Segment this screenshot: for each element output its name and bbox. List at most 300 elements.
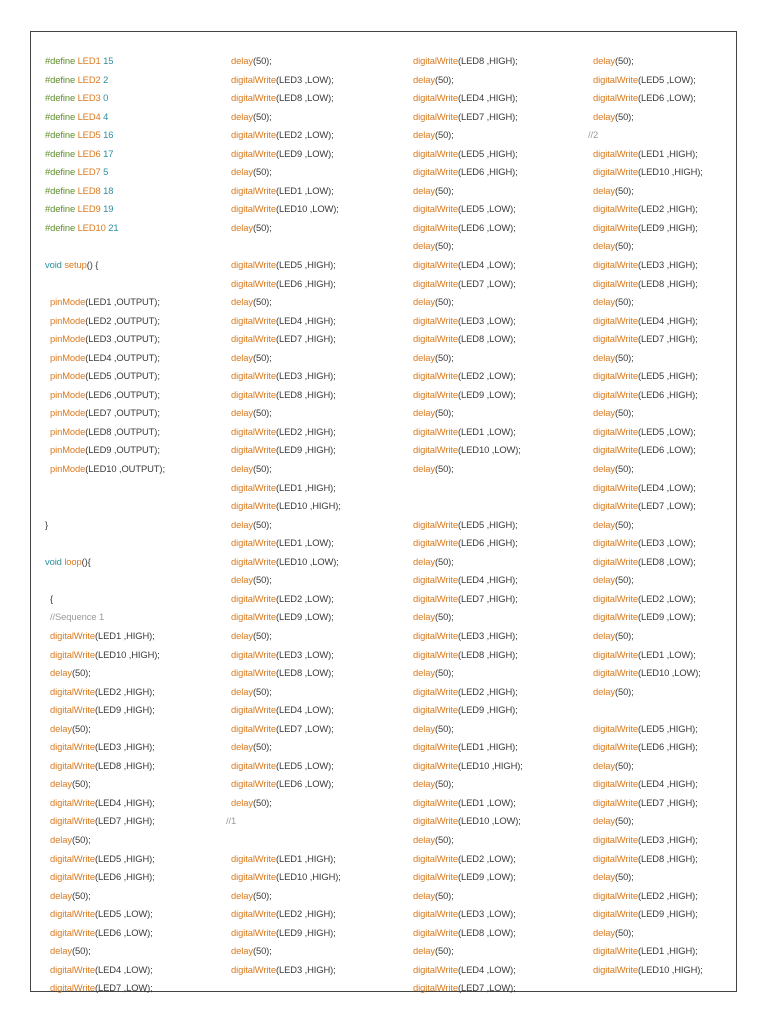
code-token: (LED1 ,LOW);	[638, 648, 696, 660]
code-token: (50);	[614, 518, 634, 530]
code-token: (LED4 ,HIGH);	[638, 314, 698, 326]
code-token: (LED1 ,LOW);	[276, 537, 334, 549]
code-token: (LED2 ,OUTPUT);	[85, 314, 160, 326]
code-token: LED5	[75, 129, 104, 141]
code-token: (50);	[252, 166, 272, 178]
code-token: digitalWrite	[50, 629, 96, 641]
code-line	[226, 163, 341, 182]
code-token: digitalWrite	[50, 908, 96, 920]
code-line	[588, 646, 703, 665]
code-token: digitalWrite	[231, 871, 277, 883]
code-line	[408, 256, 523, 275]
code-token: (LED9 ,LOW);	[276, 611, 334, 623]
code-line	[408, 312, 523, 331]
code-line	[588, 627, 703, 646]
code-line	[408, 219, 523, 238]
code-line	[408, 534, 523, 553]
code-token: (LED5 ,HIGH);	[95, 852, 155, 864]
code-token: digitalWrite	[413, 166, 459, 178]
code-token: (50);	[614, 815, 634, 827]
code-token: (50);	[614, 296, 634, 308]
code-token: (LED3 ,HIGH);	[95, 741, 155, 753]
code-line	[588, 182, 703, 201]
code-line	[226, 145, 341, 164]
code-token: 16	[103, 129, 114, 141]
code-token: (LED7 ,HIGH);	[638, 796, 698, 808]
code-token: digitalWrite	[231, 704, 277, 716]
code-token: (LED6 ,LOW);	[458, 221, 516, 233]
code-line	[45, 71, 165, 90]
code-line	[45, 720, 165, 739]
code-token: digitalWrite	[593, 722, 639, 734]
code-token: (LED2 ,HIGH);	[638, 889, 698, 901]
code-line	[45, 627, 165, 646]
code-line	[45, 441, 165, 460]
code-token: digitalWrite	[413, 982, 459, 994]
code-token: (50);	[252, 945, 272, 957]
code-token: (LED6 ,HIGH);	[458, 166, 518, 178]
code-token: (LED8 ,HIGH);	[458, 55, 518, 66]
code-token: (LED3 ,LOW);	[458, 908, 516, 920]
code-line	[45, 89, 165, 108]
code-line	[588, 237, 703, 256]
code-token: digitalWrite	[593, 481, 639, 493]
code-token: }	[45, 518, 49, 530]
code-token: digitalWrite	[50, 648, 96, 660]
code-token: (LED8 ,LOW);	[458, 926, 516, 938]
code-token: #define	[45, 110, 76, 122]
code-line	[408, 979, 523, 998]
code-token: digitalWrite	[413, 908, 459, 920]
code-line	[408, 720, 523, 739]
code-token: (LED1 ,LOW);	[276, 184, 334, 196]
code-line	[226, 720, 341, 739]
code-token: delay	[413, 555, 435, 567]
code-token: #define	[45, 129, 76, 141]
code-token: (50);	[434, 129, 454, 141]
code-line	[45, 200, 165, 219]
code-token: digitalWrite	[231, 370, 277, 382]
code-token: (50);	[614, 759, 634, 771]
code-token: (50);	[252, 296, 272, 308]
code-token: delay	[413, 296, 435, 308]
code-line	[588, 200, 703, 219]
code-token: LED6	[75, 147, 104, 159]
code-line	[226, 646, 341, 665]
code-token: delay	[231, 55, 253, 66]
code-line	[45, 590, 165, 609]
code-token: digitalWrite	[593, 963, 639, 975]
code-token: digitalWrite	[231, 129, 277, 141]
code-line	[226, 924, 341, 943]
code-token: digitalWrite	[231, 778, 277, 790]
code-token: (LED7 ,LOW);	[638, 500, 696, 512]
code-line	[408, 961, 523, 980]
code-line	[408, 553, 523, 572]
code-token: (LED8 ,OUTPUT);	[85, 425, 160, 437]
code-token: void	[45, 555, 65, 567]
code-line	[588, 664, 703, 683]
code-line	[588, 367, 703, 386]
code-token: delay	[231, 685, 253, 697]
code-line	[408, 924, 523, 943]
code-line	[408, 905, 523, 924]
code-line	[408, 404, 523, 423]
code-token: (50);	[614, 184, 634, 196]
code-line	[45, 738, 165, 757]
code-token: delay	[593, 685, 615, 697]
code-token: digitalWrite	[593, 500, 639, 512]
code-token: delay	[231, 110, 253, 122]
code-token: digitalWrite	[593, 796, 639, 808]
code-token: (LED9 ,HIGH);	[95, 704, 155, 716]
code-token: (LED7 ,HIGH);	[276, 333, 336, 345]
code-line	[408, 275, 523, 294]
code-token: (50);	[252, 741, 272, 753]
code-line	[45, 404, 165, 423]
code-token: delay	[593, 351, 615, 363]
code-token: (LED10 ,LOW);	[638, 667, 701, 679]
code-token: digitalWrite	[413, 537, 459, 549]
code-line	[408, 701, 523, 720]
code-token: (LED10 ,OUTPUT);	[85, 463, 165, 475]
code-line	[226, 460, 341, 479]
code-token: digitalWrite	[231, 425, 277, 437]
code-line	[226, 701, 341, 720]
code-token: LED4	[75, 110, 104, 122]
code-line	[226, 71, 341, 90]
code-token: pinMode	[50, 463, 86, 475]
code-line	[588, 404, 703, 423]
code-token: digitalWrite	[593, 92, 639, 104]
code-token: digitalWrite	[413, 518, 459, 530]
code-token: (LED4 ,HIGH);	[95, 796, 155, 808]
code-token: digitalWrite	[593, 314, 639, 326]
code-token: delay	[593, 871, 615, 883]
code-token: digitalWrite	[50, 871, 96, 883]
code-line	[226, 812, 341, 831]
code-line	[226, 441, 341, 460]
code-token: (LED7 ,OUTPUT);	[85, 407, 160, 419]
code-line	[408, 386, 523, 405]
code-line	[588, 868, 703, 887]
code-token: (LED7 ,LOW);	[95, 982, 153, 994]
code-line	[408, 126, 523, 145]
code-token: digitalWrite	[413, 852, 459, 864]
code-token: (50);	[252, 55, 272, 66]
code-token: digitalWrite	[50, 704, 96, 716]
code-token: digitalWrite	[413, 333, 459, 345]
code-line	[408, 497, 523, 516]
code-line	[45, 367, 165, 386]
code-line	[588, 516, 703, 535]
code-token: (LED9 ,HIGH);	[458, 704, 518, 716]
code-token: digitalWrite	[231, 481, 277, 493]
code-token: digitalWrite	[413, 221, 459, 233]
code-token: pinMode	[50, 296, 86, 308]
code-token: (50);	[434, 945, 454, 957]
code-line	[588, 312, 703, 331]
code-token: (50);	[252, 889, 272, 901]
code-token: (LED10 ,LOW);	[276, 203, 339, 215]
code-token: digitalWrite	[413, 741, 459, 753]
code-token: digitalWrite	[593, 147, 639, 159]
code-token: 17	[103, 147, 114, 159]
code-line	[226, 237, 341, 256]
code-token: LED2	[75, 73, 104, 85]
code-token: digitalWrite	[593, 444, 639, 456]
code-line	[408, 163, 523, 182]
code-token: digitalWrite	[231, 184, 277, 196]
code-token: delay	[593, 759, 615, 771]
code-line	[588, 479, 703, 498]
code-line	[226, 367, 341, 386]
code-line	[226, 256, 341, 275]
code-line	[45, 423, 165, 442]
code-token: (50);	[614, 55, 634, 66]
code-line	[45, 868, 165, 887]
code-token: digitalWrite	[50, 982, 96, 994]
code-token: #define	[45, 166, 76, 178]
code-line	[226, 553, 341, 572]
code-token: digitalWrite	[413, 444, 459, 456]
code-token: (LED1 ,LOW);	[458, 796, 516, 808]
code-token: loop	[64, 555, 82, 567]
code-token: digitalWrite	[413, 685, 459, 697]
code-token: (50);	[71, 778, 91, 790]
code-token: digitalWrite	[593, 277, 639, 289]
code-line	[45, 924, 165, 943]
code-token: digitalWrite	[231, 333, 277, 345]
code-token: (50);	[252, 796, 272, 808]
code-token: digitalWrite	[50, 741, 96, 753]
code-token: digitalWrite	[593, 833, 639, 845]
code-token: (LED7 ,HIGH);	[458, 110, 518, 122]
code-token: digitalWrite	[231, 667, 277, 679]
code-token: delay	[231, 296, 253, 308]
code-token: 18	[103, 184, 114, 196]
code-token: (50);	[434, 73, 454, 85]
code-token: digitalWrite	[231, 852, 277, 864]
code-line	[45, 237, 165, 256]
code-token: delay	[413, 351, 435, 363]
code-line	[226, 664, 341, 683]
code-token: digitalWrite	[231, 314, 277, 326]
code-token: (LED8 ,LOW);	[638, 555, 696, 567]
code-token: LED7	[75, 166, 104, 178]
code-token: digitalWrite	[593, 259, 639, 271]
code-line	[408, 182, 523, 201]
code-token: (50);	[71, 945, 91, 957]
code-token: (LED4 ,OUTPUT);	[85, 351, 160, 363]
code-token: (LED8 ,HIGH);	[638, 852, 698, 864]
code-column-3	[408, 52, 523, 998]
code-token: delay	[231, 574, 253, 586]
code-token: (LED5 ,LOW);	[458, 203, 516, 215]
code-token: (LED6 ,HIGH);	[95, 871, 155, 883]
code-token: digitalWrite	[413, 110, 459, 122]
code-token: (LED4 ,LOW);	[638, 481, 696, 493]
code-token: (LED8 ,HIGH);	[458, 648, 518, 660]
code-token: digitalWrite	[231, 611, 277, 623]
code-line	[226, 219, 341, 238]
code-token: (LED9 ,HIGH);	[276, 444, 336, 456]
code-token: 4	[103, 110, 109, 122]
code-token: {	[45, 592, 54, 604]
code-token: (50);	[614, 463, 634, 475]
code-line	[226, 868, 341, 887]
code-token: delay	[50, 945, 72, 957]
code-token: (LED2 ,LOW);	[458, 852, 516, 864]
code-line	[588, 330, 703, 349]
code-token: digitalWrite	[593, 425, 639, 437]
code-token: digitalWrite	[413, 147, 459, 159]
code-token: (LED6 ,LOW);	[638, 92, 696, 104]
code-token: (LED2 ,LOW);	[276, 592, 334, 604]
code-line	[408, 367, 523, 386]
code-token: digitalWrite	[593, 388, 639, 400]
code-token: digitalWrite	[593, 667, 639, 679]
code-token: (LED10 ,LOW);	[276, 555, 339, 567]
code-token: digitalWrite	[231, 73, 277, 85]
code-token: void	[45, 259, 65, 271]
code-token: (LED7 ,HIGH);	[458, 592, 518, 604]
code-line	[45, 553, 165, 572]
code-line	[45, 701, 165, 720]
code-line	[226, 349, 341, 368]
code-line	[226, 312, 341, 331]
code-token: (50);	[614, 110, 634, 122]
code-token: digitalWrite	[413, 55, 459, 66]
code-token: (LED4 ,LOW);	[276, 704, 334, 716]
code-line	[588, 794, 703, 813]
code-token: digitalWrite	[413, 388, 459, 400]
code-token: (LED10 ,HIGH);	[638, 963, 703, 975]
code-token: delay	[231, 221, 253, 233]
code-line	[588, 757, 703, 776]
code-token: pinMode	[50, 444, 86, 456]
code-token: delay	[50, 833, 72, 845]
code-line	[45, 887, 165, 906]
code-token: 21	[108, 221, 119, 233]
code-token: (LED3 ,HIGH);	[638, 833, 698, 845]
code-line	[226, 52, 341, 71]
code-line	[588, 924, 703, 943]
code-line	[226, 961, 341, 980]
code-token: digitalWrite	[413, 370, 459, 382]
code-token: delay	[231, 629, 253, 641]
code-token: delay	[413, 240, 435, 252]
code-token: digitalWrite	[593, 203, 639, 215]
code-line	[408, 590, 523, 609]
code-token: (LED3 ,HIGH);	[458, 629, 518, 641]
code-token: //1	[226, 815, 237, 827]
code-line	[588, 775, 703, 794]
code-line	[408, 868, 523, 887]
code-line	[408, 108, 523, 127]
code-token: digitalWrite	[231, 648, 277, 660]
code-token: (LED9 ,LOW);	[638, 611, 696, 623]
code-line	[588, 108, 703, 127]
code-line	[226, 738, 341, 757]
code-line	[588, 831, 703, 850]
code-line	[45, 646, 165, 665]
code-line	[45, 386, 165, 405]
code-line	[408, 831, 523, 850]
code-line	[226, 905, 341, 924]
code-token: digitalWrite	[231, 92, 277, 104]
code-token: (50);	[434, 611, 454, 623]
code-token: #define	[45, 221, 76, 233]
code-line	[226, 423, 341, 442]
code-line	[226, 126, 341, 145]
code-line	[226, 516, 341, 535]
code-token: (LED3 ,HIGH);	[638, 259, 698, 271]
code-token: setup	[64, 259, 87, 271]
code-token: (LED9 ,HIGH);	[638, 908, 698, 920]
code-token: (LED4 ,HIGH);	[458, 574, 518, 586]
code-token: delay	[50, 722, 72, 734]
code-line	[45, 219, 165, 238]
code-token: pinMode	[50, 388, 86, 400]
code-token: delay	[231, 518, 253, 530]
code-line	[408, 145, 523, 164]
code-token: digitalWrite	[50, 963, 96, 975]
code-line	[588, 441, 703, 460]
code-token: () {	[86, 259, 99, 271]
code-token: digitalWrite	[413, 796, 459, 808]
code-token: digitalWrite	[413, 815, 459, 827]
code-line	[45, 905, 165, 924]
code-line	[588, 89, 703, 108]
code-token: (LED9 ,LOW);	[276, 147, 334, 159]
code-line	[45, 961, 165, 980]
code-line	[408, 738, 523, 757]
code-token: pinMode	[50, 314, 86, 326]
code-token: (LED8 ,HIGH);	[638, 277, 698, 289]
code-token: (50);	[434, 555, 454, 567]
code-line	[45, 312, 165, 331]
code-token: digitalWrite	[50, 852, 96, 864]
code-line	[45, 757, 165, 776]
code-token: digitalWrite	[593, 945, 639, 957]
code-line	[45, 330, 165, 349]
code-token: delay	[231, 741, 253, 753]
code-token: digitalWrite	[231, 555, 277, 567]
code-line	[588, 219, 703, 238]
code-line	[45, 479, 165, 498]
code-line	[408, 516, 523, 535]
code-line	[45, 794, 165, 813]
code-token: (LED9 ,LOW);	[458, 871, 516, 883]
code-line	[588, 163, 703, 182]
code-token: (50);	[434, 722, 454, 734]
code-token: (50);	[614, 629, 634, 641]
code-token: (LED2 ,LOW);	[458, 370, 516, 382]
code-token: (LED4 ,LOW);	[458, 259, 516, 271]
code-token: (LED3 ,LOW);	[638, 537, 696, 549]
code-token: (LED6 ,HIGH);	[638, 388, 698, 400]
code-token: delay	[413, 73, 435, 85]
code-token: LED8	[75, 184, 104, 196]
code-line	[408, 330, 523, 349]
code-line	[408, 942, 523, 961]
code-token: delay	[593, 296, 615, 308]
code-token: delay	[231, 407, 253, 419]
code-line	[226, 608, 341, 627]
code-token: digitalWrite	[413, 259, 459, 271]
code-line	[226, 89, 341, 108]
